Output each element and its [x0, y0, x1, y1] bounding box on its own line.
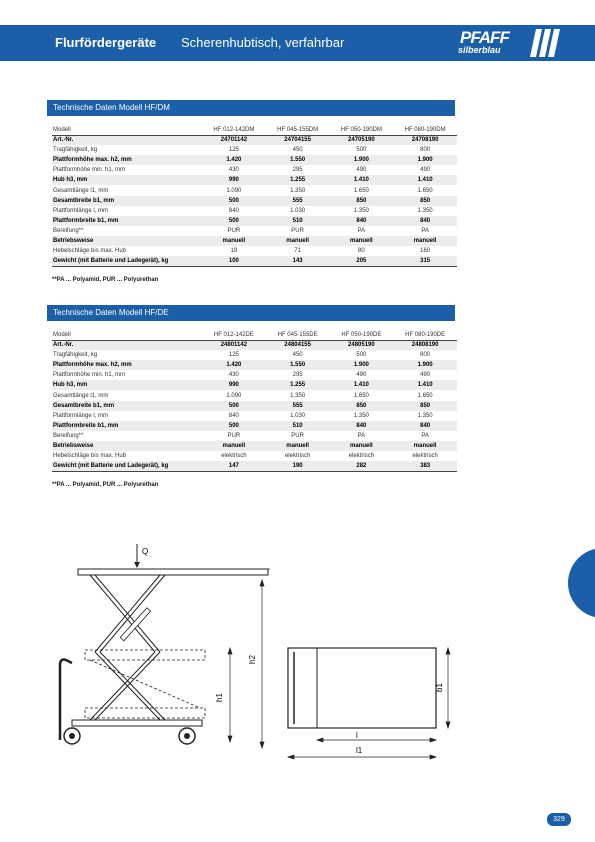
- table-row: [52, 451, 457, 461]
- row-label: Plattformbreite b1, mm: [52, 421, 202, 431]
- cell-value: 1.410: [330, 175, 394, 185]
- row-label: Tragfähigkeit, kg: [53, 352, 98, 359]
- page-number: 329: [547, 813, 571, 826]
- cell-value: 850: [330, 196, 394, 206]
- row-label: Betriebsweise: [52, 236, 202, 246]
- footnote-dm: **PA ... Polyamid, PUR ... Polyurethan: [52, 277, 159, 283]
- cell-value: 1.900: [393, 155, 457, 165]
- column-header-variant: HF 012-142DE: [202, 330, 266, 340]
- spec-table-dm: [52, 125, 457, 267]
- row-label: Gesamtbreite b1, mm: [52, 401, 202, 411]
- row-label: Hebelschläge bis max. Hub: [53, 453, 127, 460]
- label-h1: h1: [215, 693, 224, 702]
- row-label: Gesamtlänge l1, mm: [53, 187, 109, 194]
- label-l: l: [356, 731, 358, 740]
- row-label: Bereifung**: [53, 227, 84, 234]
- cell-value: 24808190: [393, 340, 457, 350]
- cell-value: 500: [356, 352, 367, 359]
- cell-value: 1.420: [202, 155, 266, 165]
- dimension-h2: [260, 569, 270, 748]
- row-label: Plattformhöhe max. h2, mm: [52, 155, 202, 165]
- logo-stripes-icon: [528, 29, 560, 57]
- column-header-variant: HF 080-190DM: [393, 125, 457, 135]
- cell-value: 190: [266, 461, 330, 471]
- table-row: [52, 340, 457, 350]
- spec-table-de: [52, 330, 457, 472]
- top-view-shape: [288, 648, 436, 728]
- load-arrow-icon: [134, 544, 140, 568]
- row-label: Plattformhöhe min. h1, mm: [53, 372, 126, 379]
- page-header: [0, 25, 595, 61]
- cell-value: 1.650: [417, 187, 433, 194]
- header-title: Flurfördergeräte: [55, 35, 157, 50]
- cell-value: 1.030: [290, 412, 306, 419]
- table-row: [52, 155, 457, 165]
- table-row: [52, 135, 457, 145]
- column-header-variant: HF 012-142DM: [202, 125, 266, 135]
- cell-value: 100: [202, 256, 266, 266]
- column-header-variant: HF 080-190DE: [393, 330, 457, 340]
- cell-value: 205: [330, 256, 394, 266]
- cell-value: 450: [292, 147, 303, 154]
- cell-value: 143: [266, 256, 330, 266]
- table-row: [52, 246, 457, 256]
- table-row: [52, 461, 457, 471]
- cell-value: 1.650: [353, 187, 369, 194]
- cell-value: 125: [228, 352, 239, 359]
- cell-value: 450: [292, 352, 303, 359]
- table-row: [52, 360, 457, 370]
- row-label: Plattformhöhe max. h2, mm: [52, 360, 202, 370]
- dimension-h1: [228, 648, 232, 742]
- table-row: [52, 226, 457, 236]
- cell-value: 840: [228, 207, 239, 214]
- cell-value: 850: [393, 401, 457, 411]
- cell-value: elektrisch: [412, 453, 438, 460]
- cell-value: 840: [393, 421, 457, 431]
- cell-value: 24704155: [266, 135, 330, 145]
- cell-value: 1.410: [330, 380, 394, 390]
- cell-value: 1.650: [353, 392, 369, 399]
- cell-value: 800: [420, 147, 431, 154]
- cell-value: elektrisch: [221, 453, 247, 460]
- table-row: [52, 145, 457, 155]
- cell-value: 1.900: [330, 155, 394, 165]
- cell-value: 24804155: [266, 340, 330, 350]
- column-header-variant: HF 050-190DM: [330, 125, 394, 135]
- cell-value: 490: [420, 167, 431, 174]
- cell-value: 500: [202, 401, 266, 411]
- cell-value: 1.410: [393, 380, 457, 390]
- row-label: Plattformhöhe min. h1, mm: [53, 167, 126, 174]
- cell-value: manuell: [393, 236, 457, 246]
- cell-value: 1.090: [226, 392, 242, 399]
- table-row: [52, 196, 457, 206]
- cell-value: 510: [266, 216, 330, 226]
- row-label: Plattformlänge l, mm: [53, 412, 109, 419]
- table-row: [52, 401, 457, 411]
- logo-top-text: PFAFF: [460, 28, 509, 47]
- cell-value: 490: [356, 372, 367, 379]
- column-header-variant: HF 050-190DE: [330, 330, 394, 340]
- table-row: [52, 236, 457, 246]
- cell-value: 555: [266, 401, 330, 411]
- column-header-model: Modell: [52, 330, 202, 340]
- header-subtitle: Scherenhubtisch, verfahrbar: [181, 35, 345, 50]
- cell-value: 500: [202, 216, 266, 226]
- cell-value: 500: [202, 196, 266, 206]
- cell-value: 383: [393, 461, 457, 471]
- row-label: Art.-Nr.: [52, 340, 202, 350]
- table-row: [52, 411, 457, 421]
- cell-value: 1.350: [417, 207, 433, 214]
- cell-value: manuell: [266, 236, 330, 246]
- table-row: [52, 421, 457, 431]
- cell-value: manuell: [202, 441, 266, 451]
- cell-value: 990: [202, 380, 266, 390]
- row-label: Gewicht (mit Batterie und Ladegerät), kg: [52, 461, 202, 471]
- table-row: [52, 216, 457, 226]
- cell-value: 1.350: [353, 207, 369, 214]
- column-header-variant: HF 045-155DM: [266, 125, 330, 135]
- column-header-variant: HF 045-155DE: [266, 330, 330, 340]
- scissor-arms: [90, 575, 165, 720]
- cell-value: PUR: [291, 432, 304, 439]
- cell-value: manuell: [266, 441, 330, 451]
- table-row: [52, 165, 457, 175]
- cell-value: PA: [421, 432, 429, 439]
- cell-value: 500: [202, 421, 266, 431]
- cell-value: PUR: [227, 432, 241, 439]
- cell-value: 1.350: [290, 392, 306, 399]
- cell-value: 1.255: [266, 175, 330, 185]
- table-row: [52, 185, 457, 195]
- cell-value: 71: [294, 248, 301, 255]
- cell-value: 1.550: [266, 155, 330, 165]
- row-label: Plattformbreite b1, mm: [52, 216, 202, 226]
- dimension-l: [317, 738, 436, 742]
- row-label: Plattformlänge l, mm: [53, 207, 109, 214]
- cell-value: PUR: [291, 227, 304, 234]
- label-h2: h2: [248, 655, 257, 664]
- cell-value: 990: [202, 175, 266, 185]
- cell-value: elektrisch: [284, 453, 311, 460]
- cell-value: 490: [356, 167, 367, 174]
- section-title-de: Technische Daten Modell HF/DE: [47, 305, 455, 321]
- cell-value: 1.650: [417, 392, 433, 399]
- cell-value: 80: [358, 248, 365, 255]
- technical-drawing: [50, 540, 470, 770]
- cell-value: 1.090: [226, 187, 242, 194]
- platform-shape: [78, 569, 268, 575]
- cell-value: 430: [228, 372, 239, 379]
- row-label: Gewicht (mit Batterie und Ladegerät), kg: [52, 256, 202, 266]
- base-frame: [72, 720, 202, 726]
- cell-value: 147: [202, 461, 266, 471]
- table-row: [52, 380, 457, 390]
- cell-value: 1.350: [353, 412, 369, 419]
- cell-value: 1.550: [266, 360, 330, 370]
- cell-value: 295: [292, 372, 303, 379]
- table-row: [52, 390, 457, 400]
- row-label: Gesamtbreite b1, mm: [52, 196, 202, 206]
- row-label: Betriebsweise: [52, 441, 202, 451]
- dimension-l1: [288, 755, 436, 759]
- cell-value: 24801142: [202, 340, 266, 350]
- cell-value: 800: [420, 352, 431, 359]
- cell-value: 19: [230, 248, 238, 255]
- cell-value: manuell: [393, 441, 457, 451]
- footnote-de: **PA ... Polyamid, PUR ... Polyurethan: [52, 482, 159, 488]
- page-tab-marker: [568, 548, 595, 618]
- cell-value: PA: [357, 432, 366, 439]
- cell-value: 840: [330, 421, 394, 431]
- cell-value: 24701142: [202, 135, 266, 145]
- table-row: [52, 370, 457, 380]
- table-row: [52, 350, 457, 360]
- cell-value: 430: [228, 167, 239, 174]
- cell-value: 295: [292, 167, 303, 174]
- lowered-outline: [85, 650, 205, 718]
- cell-value: elektrisch: [348, 453, 375, 460]
- row-label: Hub h3, mm: [52, 175, 202, 185]
- cell-value: 1.030: [290, 207, 306, 214]
- cell-value: 24805190: [330, 340, 394, 350]
- label-l1: l1: [356, 746, 363, 755]
- table-row: [52, 175, 457, 185]
- load-label: Q: [142, 547, 149, 556]
- table-row: [52, 431, 457, 441]
- cell-value: 1.350: [417, 412, 433, 419]
- cell-value: 282: [330, 461, 394, 471]
- cell-value: 555: [266, 196, 330, 206]
- row-label: Bereifung**: [53, 432, 84, 439]
- cell-value: 1.410: [393, 175, 457, 185]
- cell-value: 850: [330, 401, 394, 411]
- row-label: Hub h3, mm: [52, 380, 202, 390]
- cell-value: PA: [421, 227, 429, 234]
- row-label: Gesamtlänge l1, mm: [53, 392, 109, 399]
- cell-value: 510: [266, 421, 330, 431]
- row-label: Art.-Nr.: [52, 135, 202, 145]
- cell-value: manuell: [330, 441, 394, 451]
- dimension-b1: [446, 648, 450, 728]
- cell-value: manuell: [202, 236, 266, 246]
- cell-value: 1.900: [330, 360, 394, 370]
- table-row: [52, 441, 457, 451]
- cell-value: PA: [357, 227, 366, 234]
- cell-value: 840: [393, 216, 457, 226]
- cell-value: 490: [420, 372, 431, 379]
- cell-value: 1.350: [290, 187, 306, 194]
- cell-value: 1.255: [266, 380, 330, 390]
- row-label: Hebelschläge bis max. Hub: [53, 248, 127, 255]
- column-header-model: Modell: [52, 125, 202, 135]
- cell-value: 840: [330, 216, 394, 226]
- cell-value: 315: [393, 256, 457, 266]
- table-row: [52, 256, 457, 266]
- cell-value: PUR: [227, 227, 241, 234]
- cell-value: 850: [393, 196, 457, 206]
- cell-value: 160: [420, 248, 431, 255]
- cell-value: 840: [228, 412, 239, 419]
- logo-bottom-text: silberblau: [458, 45, 501, 55]
- cell-value: 1.900: [393, 360, 457, 370]
- cell-value: 125: [228, 147, 239, 154]
- cell-value: 24708190: [393, 135, 457, 145]
- row-label: Tragfähigkeit, kg: [53, 147, 98, 154]
- table-row: [52, 206, 457, 216]
- section-title-dm: Technische Daten Modell HF/DM: [47, 100, 455, 116]
- cell-value: 500: [356, 147, 367, 154]
- cell-value: manuell: [330, 236, 394, 246]
- pfaff-logo: [456, 28, 560, 58]
- cell-value: 24705190: [330, 135, 394, 145]
- label-b1: b1: [435, 683, 444, 692]
- cell-value: 1.420: [202, 360, 266, 370]
